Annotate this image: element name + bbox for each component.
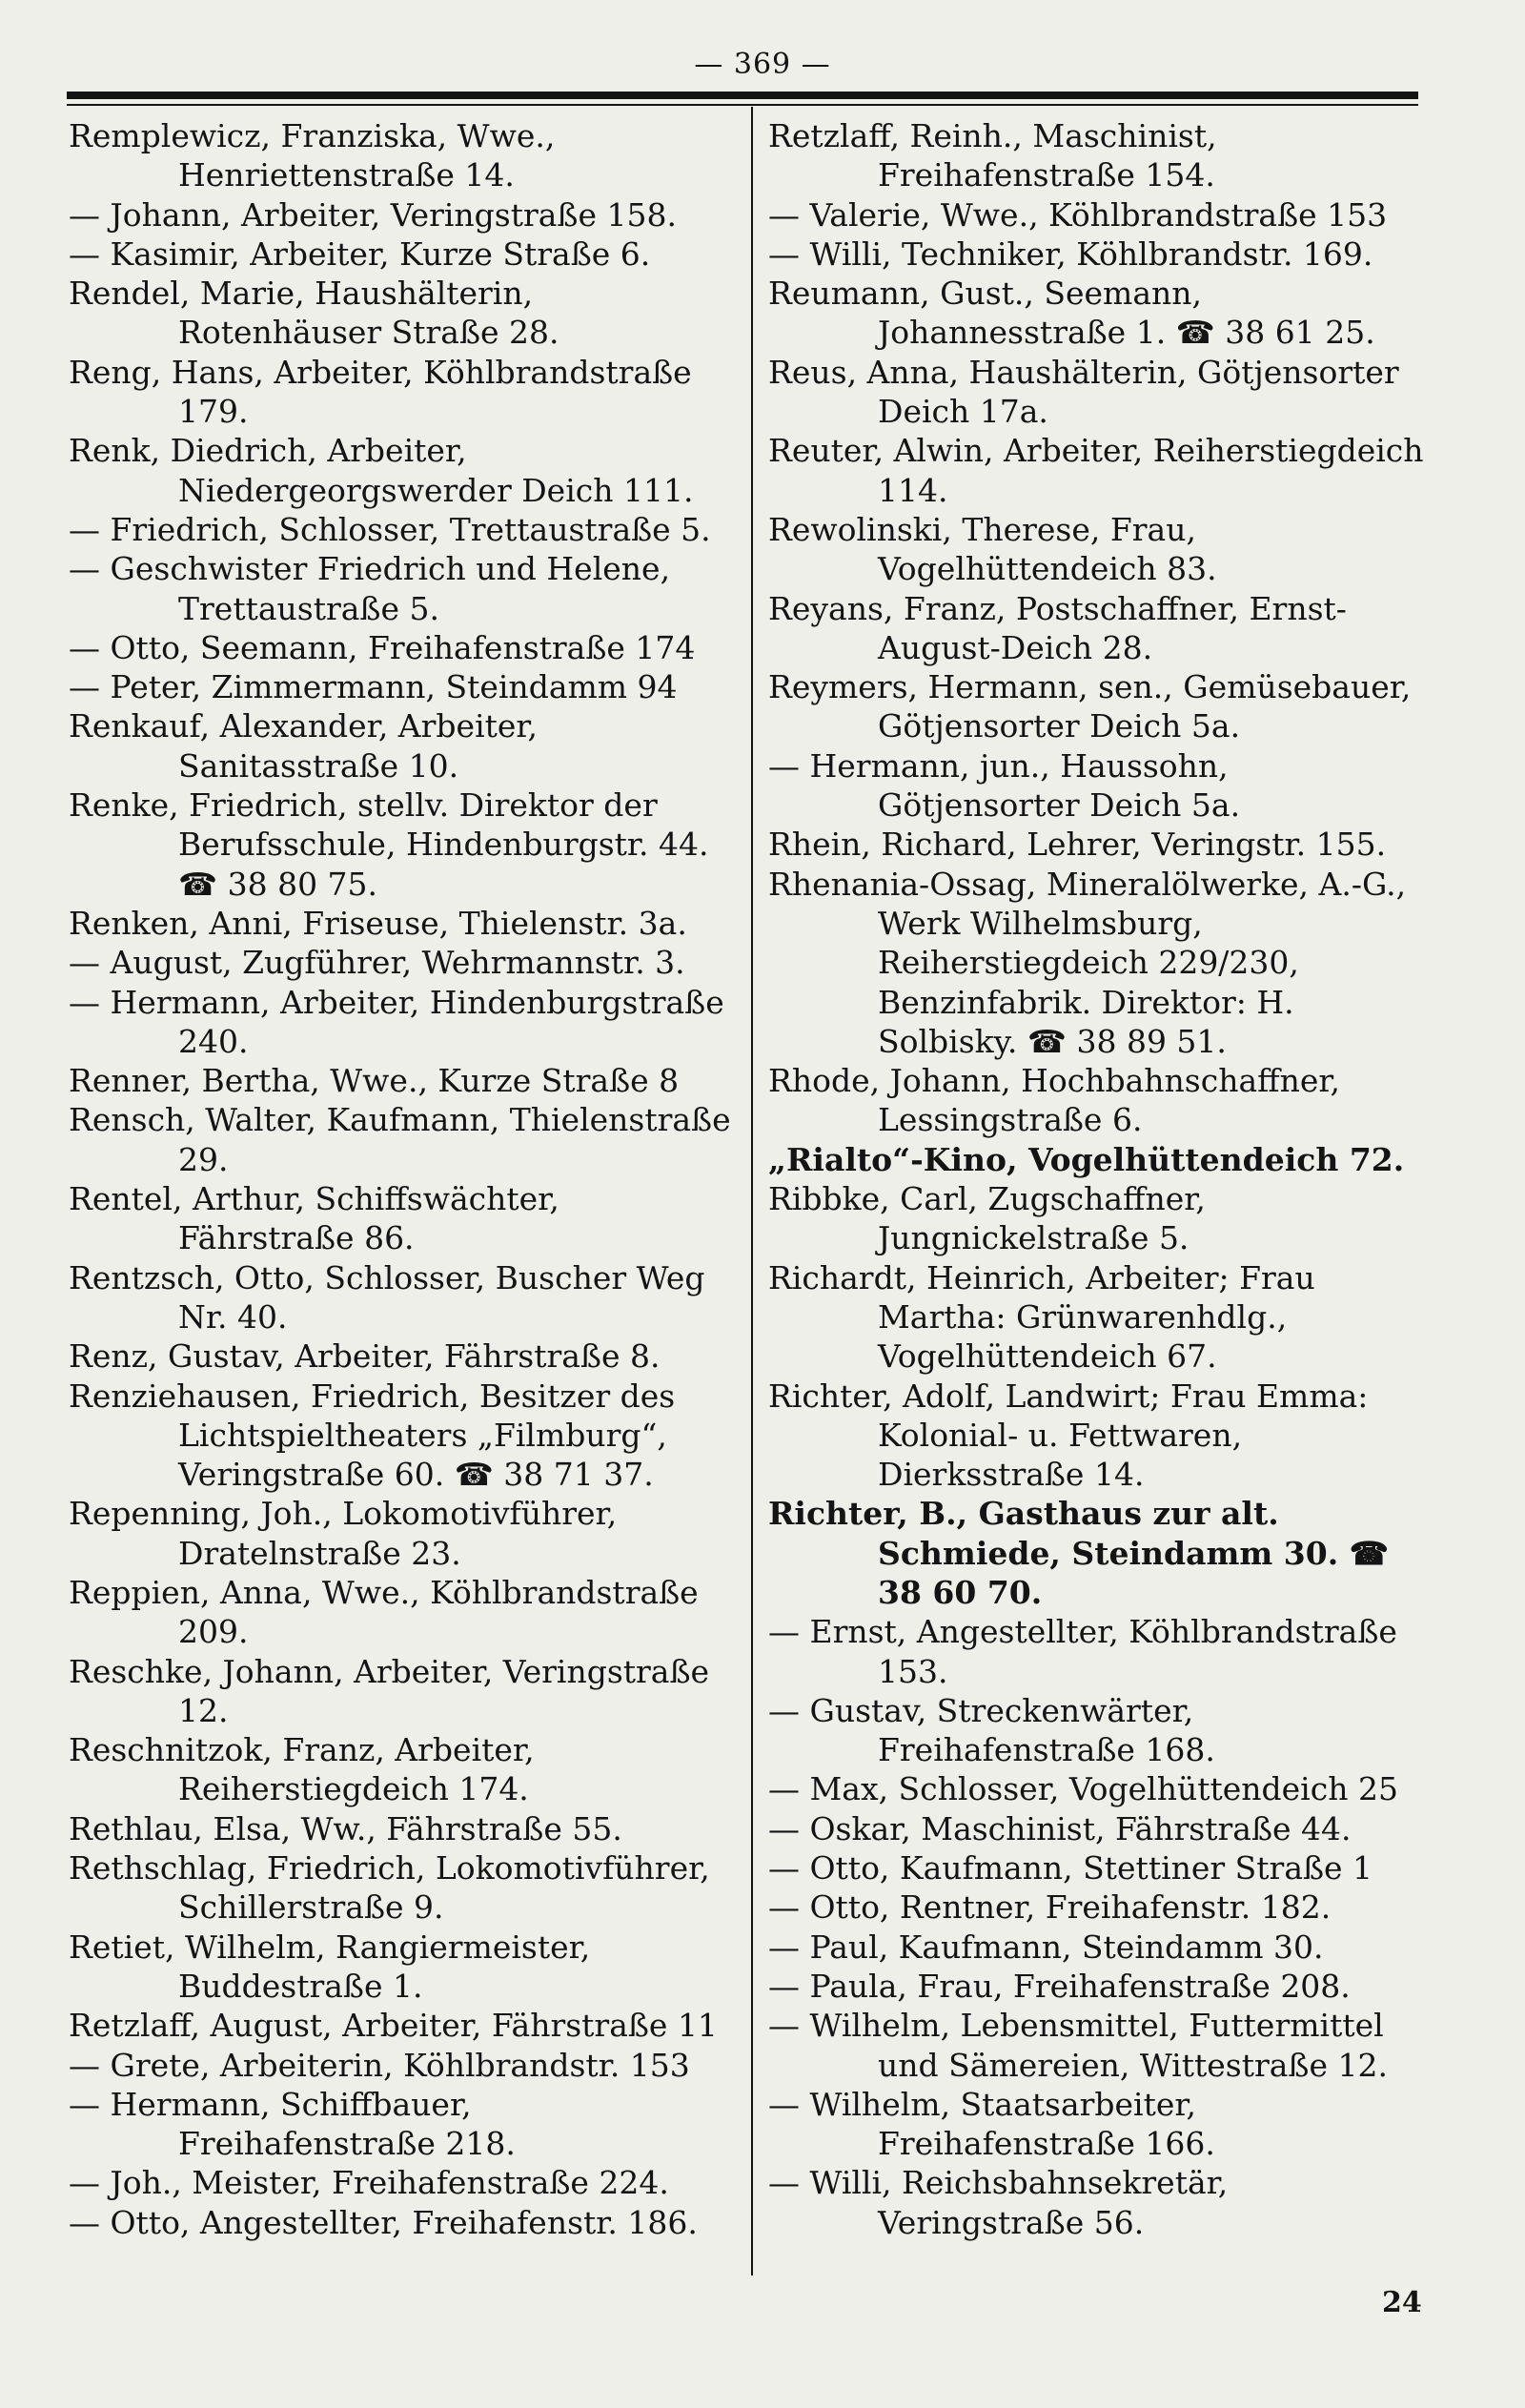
directory-entry: Reuter, Alwin, Arbeiter, Reiherstiegdeich 114. <box>768 432 1424 509</box>
directory-entry: Rendel, Marie, Haushälterin, Rotenhäuser Straße 28. <box>69 275 559 352</box>
directory-entry: — Hermann, Schiffbauer, Freihafenstraße 218. <box>69 2085 516 2163</box>
directory-entry: Rhode, Johann, Hochbahnschaffner, Lessingstraße 6. <box>768 1062 1341 1139</box>
directory-entry: Renke, Friedrich, stellv. Direktor der Berufsschule, Hindenburgstr. 44. ☎ 38 80 75. <box>69 786 709 903</box>
directory-entry: — Kasimir, Arbeiter, Kurze Straße 6. <box>69 235 651 273</box>
directory-entry: — Willi, Techniker, Köhlbrandstr. 169. <box>768 235 1373 273</box>
directory-entry: Reus, Anna, Haushälterin, Götjensorter Deich 17a. <box>768 353 1399 431</box>
directory-entry: — August, Zugführer, Wehrmannstr. 3. <box>69 944 685 982</box>
directory-entry: Retiet, Wilhelm, Rangiermeister, Buddestraße 1. <box>69 1928 591 2005</box>
directory-entry: Reschke, Johann, Arbeiter, Veringstraße 12. <box>69 1652 710 1729</box>
directory-entry: — Paula, Frau, Freihafenstraße 208. <box>768 1967 1351 2005</box>
directory-entry: Richter, Adolf, Landwirt; Frau Emma: Kolonial- u. Fettwaren, Dierksstraße 14. <box>768 1377 1369 1494</box>
left-column <box>69 116 736 2242</box>
directory-entry: Reppien, Anna, Wwe., Köhlbrandstraße 209. <box>69 1573 699 1651</box>
directory-entry: Rensch, Walter, Kaufmann, Thielenstraße 29. <box>69 1101 731 1178</box>
directory-entry: Reyans, Franz, Postschaffner, Ernst-August-Deich 28. <box>768 589 1347 666</box>
directory-entry: — Max, Schlosser, Vogelhüttendeich 25 <box>768 1770 1398 1808</box>
column-divider <box>751 107 753 2275</box>
directory-entry: — Gustav, Streckenwärter, Freihafenstraße 168. <box>768 1691 1215 1769</box>
directory-entry: Retzlaff, August, Arbeiter, Fährstraße 11 <box>69 2007 718 2045</box>
directory-entry: — Valerie, Wwe., Köhlbrandstraße 153 <box>768 195 1388 234</box>
directory-entry-bold: Richter, B., Gasthaus zur alt. Schmiede, Steindamm 30. ☎ 38 60 70. <box>768 1495 1389 1611</box>
directory-entry: — Grete, Arbeiterin, Köhlbrandstr. 153 <box>69 2046 690 2084</box>
right-column <box>768 116 1435 2242</box>
directory-entry: — Joh., Meister, Freihafenstraße 224. <box>69 2164 669 2202</box>
directory-entry: Rethlau, Elsa, Ww., Fährstraße 55. <box>69 1809 622 1847</box>
directory-entry: — Peter, Zimmermann, Steindamm 94 <box>69 668 678 706</box>
header-rule-thick <box>67 92 1418 99</box>
directory-entry: — Oskar, Maschinist, Fährstraße 44. <box>768 1809 1352 1847</box>
page-number: — 369 — <box>694 48 831 81</box>
directory-entry: Renken, Anni, Friseuse, Thielenstr. 3a. <box>69 904 687 942</box>
directory-entry: — Wilhelm, Lebensmittel, Futtermittel und Sämereien, Wittestraße 12. <box>768 2007 1388 2084</box>
directory-entry: Rewolinski, Therese, Frau, Vogelhüttendeich 83. <box>768 510 1217 588</box>
directory-entry: Renziehausen, Friedrich, Besitzer des Lichtspieltheaters „Filmburg“, Veringstraße 60. ☎ 38 71 37. <box>69 1377 676 1494</box>
directory-entry: Renk, Diedrich, Arbeiter, Niedergeorgswerder Deich 111. <box>69 432 694 509</box>
directory-entry: — Wilhelm, Staatsarbeiter, Freihafenstraße 166. <box>768 2085 1215 2163</box>
directory-entry: — Otto, Rentner, Freihafenstr. 182. <box>768 1888 1332 1927</box>
directory-entry: Rentzsch, Otto, Schlosser, Buscher Weg Nr. 40. <box>69 1258 705 1336</box>
directory-entry: — Otto, Kaufmann, Stettiner Straße 1 <box>768 1849 1373 1888</box>
signature-number: 24 <box>1382 2286 1422 2319</box>
directory-entry: Renkauf, Alexander, Arbeiter, Sanitasstraße 10. <box>69 707 539 785</box>
directory-entry: — Otto, Angestellter, Freihafenstr. 186. <box>69 2203 698 2241</box>
directory-entry: — Ernst, Angestellter, Köhlbrandstraße 153. <box>768 1613 1397 1690</box>
directory-entry: — Paul, Kaufmann, Steindamm 30. <box>768 1928 1324 1966</box>
directory-entry: Reumann, Gust., Seemann, Johannesstraße 1. ☎ 38 61 25. <box>768 275 1375 352</box>
directory-entry: — Otto, Seemann, Freihafenstraße 174 <box>69 628 696 666</box>
directory-entry: Rhenania-Ossag, Mineralölwerke, A.-G., Werk Wilhelmsburg, Reiherstiegdeich 229/230, Benzinfabrik. Direktor: H. Solbisky. ☎ 38 89 51. <box>768 865 1407 1060</box>
directory-entry: Richardt, Heinrich, Arbeiter; Frau Martha: Grünwarenhdlg., Vogelhüttendeich 67. <box>768 1258 1315 1376</box>
directory-entry: Retzlaff, Reinh., Maschinist, Freihafenstraße 154. <box>768 117 1217 194</box>
directory-entry: Remplewicz, Franziska, Wwe., Henriettenstraße 14. <box>69 117 556 194</box>
directory-entry: Rentel, Arthur, Schiffswächter, Fährstraße 86. <box>69 1180 559 1257</box>
directory-entry: Renz, Gustav, Arbeiter, Fährstraße 8. <box>69 1337 661 1376</box>
directory-entry: — Hermann, jun., Haussohn, Götjensorter Deich 5a. <box>768 746 1241 825</box>
directory-entry: Rethschlag, Friedrich, Lokomotivführer, Schillerstraße 9. <box>69 1849 710 1927</box>
directory-entry: Rhein, Richard, Lehrer, Veringstr. 155. <box>768 826 1387 864</box>
directory-entry: Ribbke, Carl, Zugschaffner, Jungnickelstraße 5. <box>768 1180 1206 1257</box>
directory-entry: — Friedrich, Schlosser, Trettaustraße 5. <box>69 510 711 548</box>
directory-entry: Renner, Bertha, Wwe., Kurze Straße 8 <box>69 1062 680 1100</box>
directory-entry: Reymers, Hermann, sen., Gemüsebauer, Götjensorter Deich 5a. <box>768 668 1412 745</box>
directory-entry: — Johann, Arbeiter, Veringstraße 158. <box>69 195 677 234</box>
directory-entry: — Willi, Reichsbahnsekretär, Veringstraße 56. <box>768 2164 1229 2241</box>
directory-entry: — Geschwister Friedrich und Helene, Trettaustraße 5. <box>69 550 671 627</box>
directory-entry-bold: „Rialto“-Kino, Vogelhüttendeich 72. <box>768 1140 1405 1178</box>
directory-entry: Reschnitzok, Franz, Arbeiter, Reiherstiegdeich 174. <box>69 1731 535 1808</box>
header-rule-thin <box>67 104 1418 106</box>
directory-entry: Repenning, Joh., Lokomotivführer, Dratelnstraße 23. <box>69 1495 618 1572</box>
directory-entry: Reng, Hans, Arbeiter, Köhlbrandstraße 179. <box>69 353 692 431</box>
directory-entry: — Hermann, Arbeiter, Hindenburgstraße 240. <box>69 983 724 1060</box>
